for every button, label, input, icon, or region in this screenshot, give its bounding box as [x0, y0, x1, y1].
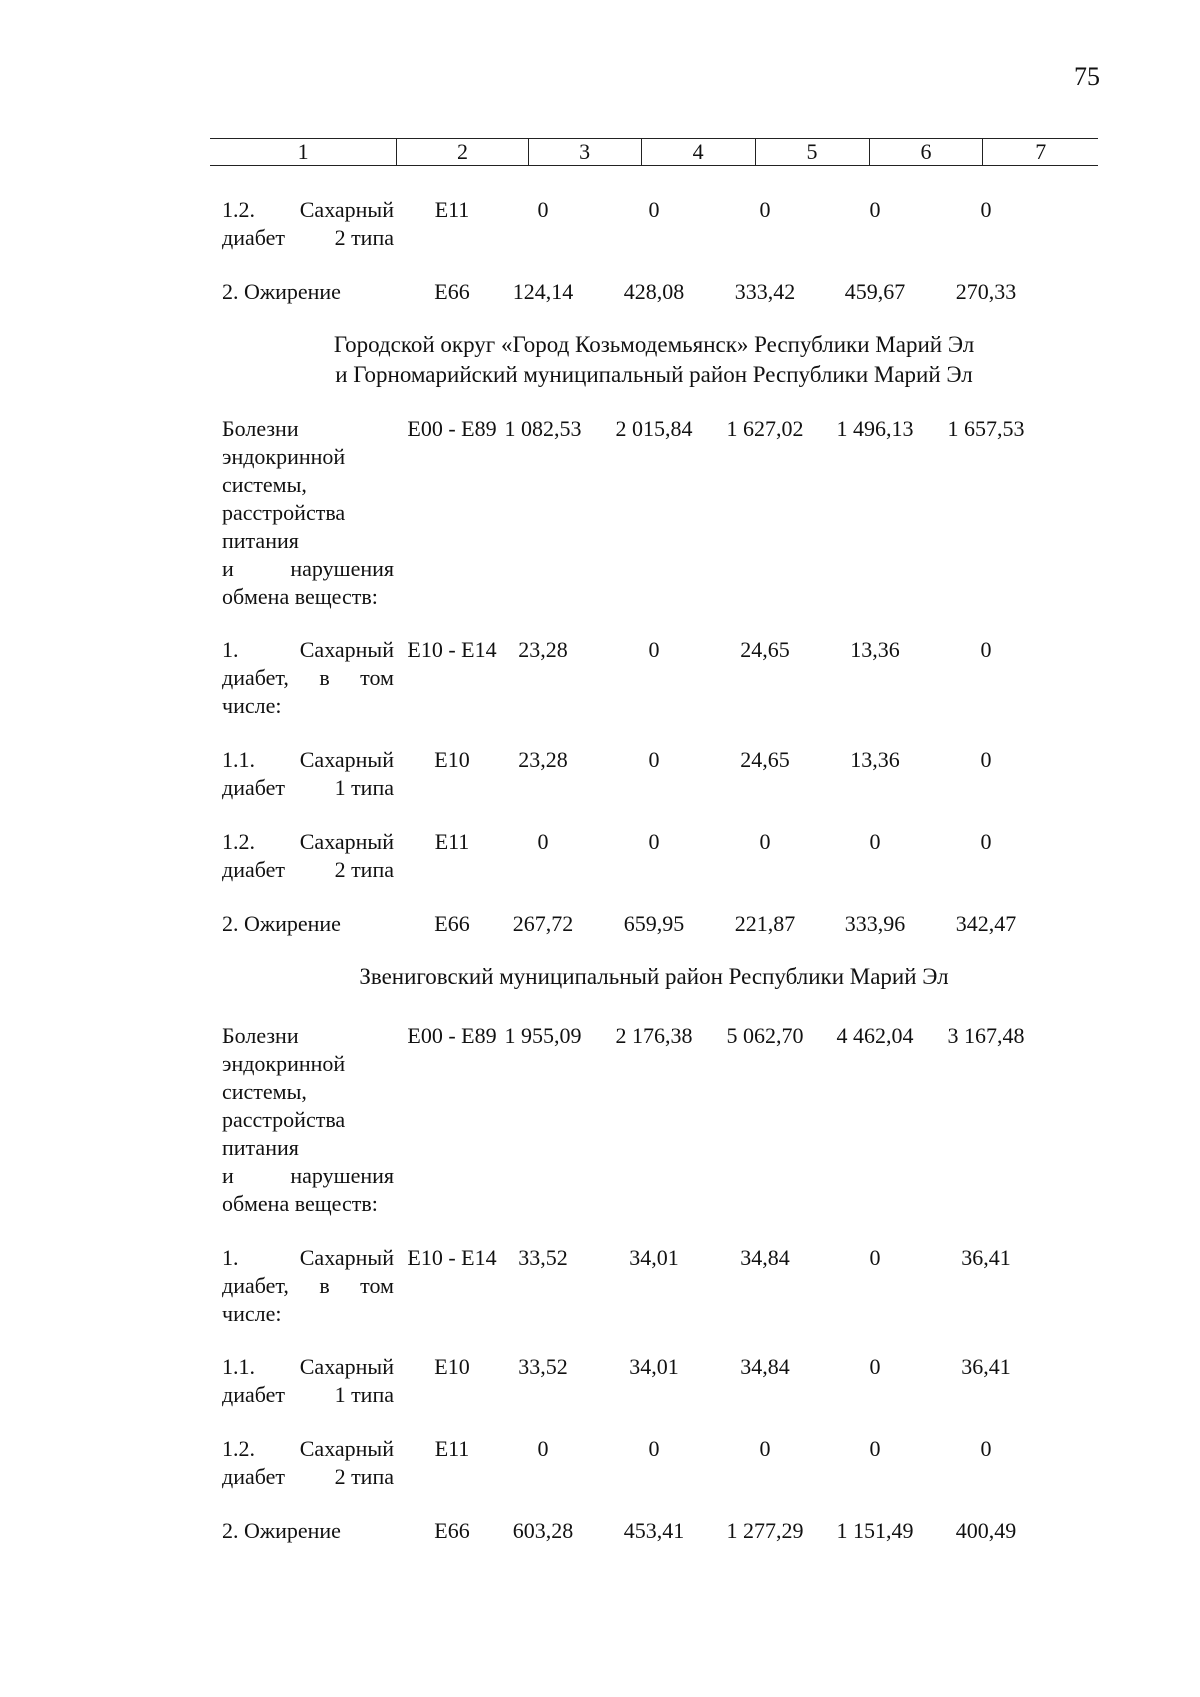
value-cell-col5: 24,65 [740, 637, 790, 662]
row-label-line [222, 1050, 394, 1078]
row-label-line [222, 555, 394, 583]
row-label [222, 746, 394, 802]
row-label-word: 1.2. [222, 829, 255, 854]
value-cell-col6: 0 [869, 1245, 881, 1270]
row-label-line [222, 1272, 394, 1300]
row-label-line [222, 583, 394, 611]
value-cell-col4: 0 [648, 197, 660, 222]
value-cell-col7: 0 [980, 829, 992, 854]
value-cell-col7: 0 [980, 747, 992, 772]
header-row [210, 139, 1098, 166]
value-cell-col6: 13,36 [850, 637, 900, 662]
row-label-word: 1.1. [222, 747, 255, 772]
icd-code: E10 [434, 747, 470, 772]
value-cell-col7: 400,49 [955, 1518, 1017, 1543]
row-label-word: Сахарный [299, 747, 394, 772]
row-label-word: системы, [222, 1079, 307, 1104]
row-label-word: 2. Ожирение [222, 279, 341, 304]
value-cell-col5: 0 [759, 829, 771, 854]
header-cell: 7 [983, 139, 1098, 166]
row-label-word: Сахарный [299, 197, 394, 222]
column-header-table [210, 138, 1098, 166]
value-cell-col3: 1 955,09 [504, 1023, 582, 1048]
section-title-line: Городской округ «Город Козьмодемьянск» Республики Марий Эл [333, 332, 975, 357]
value-cell-col6: 4 462,04 [836, 1023, 914, 1048]
section-title-zvenigovsky [210, 962, 1098, 992]
icd-code: E11 [434, 829, 470, 854]
row-label [222, 415, 394, 611]
header-cell: 5 [755, 139, 869, 166]
value-cell-col4: 2 176,38 [615, 1023, 693, 1048]
value-cell-col6: 1 496,13 [836, 416, 914, 441]
value-cell-col7: 3 167,48 [947, 1023, 1025, 1048]
value-cell-col3: 0 [537, 197, 549, 222]
row-label-word: расстройства [222, 1107, 346, 1132]
row-label-word: 1 типа [334, 1382, 394, 1407]
row-label-line [222, 1106, 394, 1134]
row-label-word: в [319, 1273, 330, 1298]
row-label-word: Сахарный [299, 1354, 394, 1379]
row-label-word: диабет [222, 1382, 286, 1407]
value-cell-col5: 1 627,02 [726, 416, 804, 441]
row-label [222, 636, 394, 720]
row-label-line [222, 224, 394, 252]
row-label-word: 1. [222, 1245, 239, 1270]
row-label [222, 828, 394, 884]
row-label-line [222, 1134, 394, 1162]
value-cell-col6: 0 [869, 1354, 881, 1379]
value-cell-col3: 603,28 [512, 1518, 574, 1543]
row-label-line [222, 1353, 394, 1381]
value-cell-col7: 1 657,53 [947, 416, 1025, 441]
row-label [222, 278, 394, 306]
row-label-line [222, 774, 394, 802]
row-label-line [222, 527, 394, 555]
row-label-word: 1. [222, 637, 239, 662]
row-label-word: диабет, [222, 665, 289, 690]
row-label-line [222, 1022, 394, 1050]
section-title-kozmodemyansk [210, 330, 1098, 390]
icd-code: E11 [434, 197, 470, 222]
row-label-word: том [360, 1273, 394, 1298]
value-cell-col4: 453,41 [623, 1518, 685, 1543]
value-cell-col4: 659,95 [623, 911, 685, 936]
row-label [222, 1353, 394, 1409]
value-cell-col3: 33,52 [518, 1245, 568, 1270]
value-cell-col5: 5 062,70 [726, 1023, 804, 1048]
row-label-line [222, 1463, 394, 1491]
row-label-word: 1.2. [222, 197, 255, 222]
value-cell-col5: 34,84 [740, 1354, 790, 1379]
row-label-word: Болезни [222, 416, 299, 441]
value-cell-col6: 459,67 [844, 279, 906, 304]
row-label-line [222, 856, 394, 884]
value-cell-col5: 0 [759, 197, 771, 222]
row-label-word: диабет, [222, 1273, 289, 1298]
row-label-line [222, 746, 394, 774]
value-cell-col6: 0 [869, 197, 881, 222]
row-label-line [222, 1190, 394, 1218]
value-cell-col6: 0 [869, 1436, 881, 1461]
value-cell-col6: 0 [869, 829, 881, 854]
icd-code: E11 [434, 1436, 470, 1461]
row-label-word: 2 типа [334, 225, 394, 250]
row-label-word: диабет [222, 1464, 286, 1489]
row-label-word: 1 типа [334, 775, 394, 800]
row-label-word: нарушения [290, 556, 394, 581]
row-label-line [222, 692, 394, 720]
row-label-line [222, 1162, 394, 1190]
icd-code: E66 [434, 911, 470, 936]
row-label-word: питания [222, 1135, 299, 1160]
value-cell-col4: 34,01 [629, 1245, 679, 1270]
row-label-word: эндокринной [222, 444, 346, 469]
row-label-line [222, 415, 394, 443]
row-label-line [222, 443, 394, 471]
row-label-word: Сахарный [299, 1245, 394, 1270]
page-number: 75 [1074, 62, 1100, 91]
value-cell-col6: 1 151,49 [836, 1518, 914, 1543]
value-cell-col3: 23,28 [518, 747, 568, 772]
value-cell-col7: 36,41 [961, 1354, 1011, 1379]
row-label-line [222, 471, 394, 499]
value-cell-col5: 221,87 [734, 911, 796, 936]
row-label-line [222, 196, 394, 224]
value-cell-col5: 1 277,29 [726, 1518, 804, 1543]
row-label-word: Сахарный [299, 829, 394, 854]
row-label-word: 1.2. [222, 1436, 255, 1461]
row-label-word: нарушения [290, 1163, 394, 1188]
header-cell: 3 [528, 139, 641, 166]
row-label-word: Сахарный [299, 1436, 394, 1461]
section-title-line: Звениговский муниципальный район Республики Марий Эл [359, 964, 949, 989]
row-label-word: 1.1. [222, 1354, 255, 1379]
row-label-word: диабет [222, 775, 286, 800]
row-label-word: 2. Ожирение [222, 1518, 341, 1543]
header-cell: 6 [869, 139, 983, 166]
icd-code: E10 - E14 [407, 1245, 497, 1270]
icd-code: E66 [434, 279, 470, 304]
row-label-word: Болезни [222, 1023, 299, 1048]
row-label-line [222, 1244, 394, 1272]
row-label-word: эндокринной [222, 1051, 346, 1076]
value-cell-col6: 333,96 [844, 911, 906, 936]
row-label-word: и [222, 1163, 234, 1188]
row-label-word: обмена веществ: [222, 1191, 378, 1216]
value-cell-col7: 0 [980, 1436, 992, 1461]
value-cell-col4: 2 015,84 [615, 416, 693, 441]
row-label-word: 2 типа [334, 857, 394, 882]
value-cell-col4: 0 [648, 637, 660, 662]
row-label-line [222, 1517, 394, 1545]
row-label-word: расстройства [222, 500, 346, 525]
row-label [222, 1435, 394, 1491]
row-label-word: числе: [222, 1301, 282, 1326]
row-label-word: и [222, 556, 234, 581]
value-cell-col7: 270,33 [955, 279, 1017, 304]
value-cell-col7: 0 [980, 197, 992, 222]
value-cell-col7: 342,47 [955, 911, 1017, 936]
value-cell-col4: 0 [648, 829, 660, 854]
value-cell-col3: 33,52 [518, 1354, 568, 1379]
value-cell-col7: 36,41 [961, 1245, 1011, 1270]
icd-code: E00 - E89 [407, 416, 497, 441]
row-label-word: диабет [222, 857, 286, 882]
row-label [222, 1022, 394, 1218]
value-cell-col3: 124,14 [512, 279, 574, 304]
row-label [222, 1517, 394, 1545]
row-label-line [222, 910, 394, 938]
value-cell-col4: 34,01 [629, 1354, 679, 1379]
value-cell-col3: 267,72 [512, 911, 574, 936]
value-cell-col4: 428,08 [623, 279, 685, 304]
row-label-line [222, 828, 394, 856]
row-label-word: в [319, 665, 330, 690]
row-label-line [222, 1300, 394, 1328]
row-label [222, 1244, 394, 1328]
row-label-line [222, 636, 394, 664]
row-label-line [222, 1078, 394, 1106]
row-label-word: питания [222, 528, 299, 553]
row-label-word: обмена веществ: [222, 584, 378, 609]
row-label-word: том [360, 665, 394, 690]
value-cell-col5: 34,84 [740, 1245, 790, 1270]
row-label [222, 196, 394, 252]
row-label-line [222, 499, 394, 527]
value-cell-col3: 1 082,53 [504, 416, 582, 441]
row-label-line [222, 1381, 394, 1409]
row-label-word: диабет [222, 225, 286, 250]
row-label-word: числе: [222, 693, 282, 718]
header-cell: 4 [641, 139, 755, 166]
row-label-line [222, 1435, 394, 1463]
icd-code: E10 - E14 [407, 637, 497, 662]
row-label-word: системы, [222, 472, 307, 497]
row-label-word: 2 типа [334, 1464, 394, 1489]
value-cell-col5: 333,42 [734, 279, 796, 304]
header-cell: 2 [397, 139, 528, 166]
header-cell: 1 [210, 139, 397, 166]
icd-code: E00 - E89 [407, 1023, 497, 1048]
value-cell-col7: 0 [980, 637, 992, 662]
value-cell-col3: 0 [537, 1436, 549, 1461]
value-cell-col3: 23,28 [518, 637, 568, 662]
icd-code: E10 [434, 1354, 470, 1379]
value-cell-col5: 0 [759, 1436, 771, 1461]
value-cell-col5: 24,65 [740, 747, 790, 772]
value-cell-col4: 0 [648, 747, 660, 772]
value-cell-col6: 13,36 [850, 747, 900, 772]
section-title-line: и Горномарийский муниципальный район Республики Марий Эл [335, 362, 973, 387]
row-label-word: Сахарный [299, 637, 394, 662]
row-label [222, 910, 394, 938]
row-label-line [222, 278, 394, 306]
row-label-line [222, 664, 394, 692]
value-cell-col3: 0 [537, 829, 549, 854]
value-cell-col4: 0 [648, 1436, 660, 1461]
row-label-word: 2. Ожирение [222, 911, 341, 936]
icd-code: E66 [434, 1518, 470, 1543]
